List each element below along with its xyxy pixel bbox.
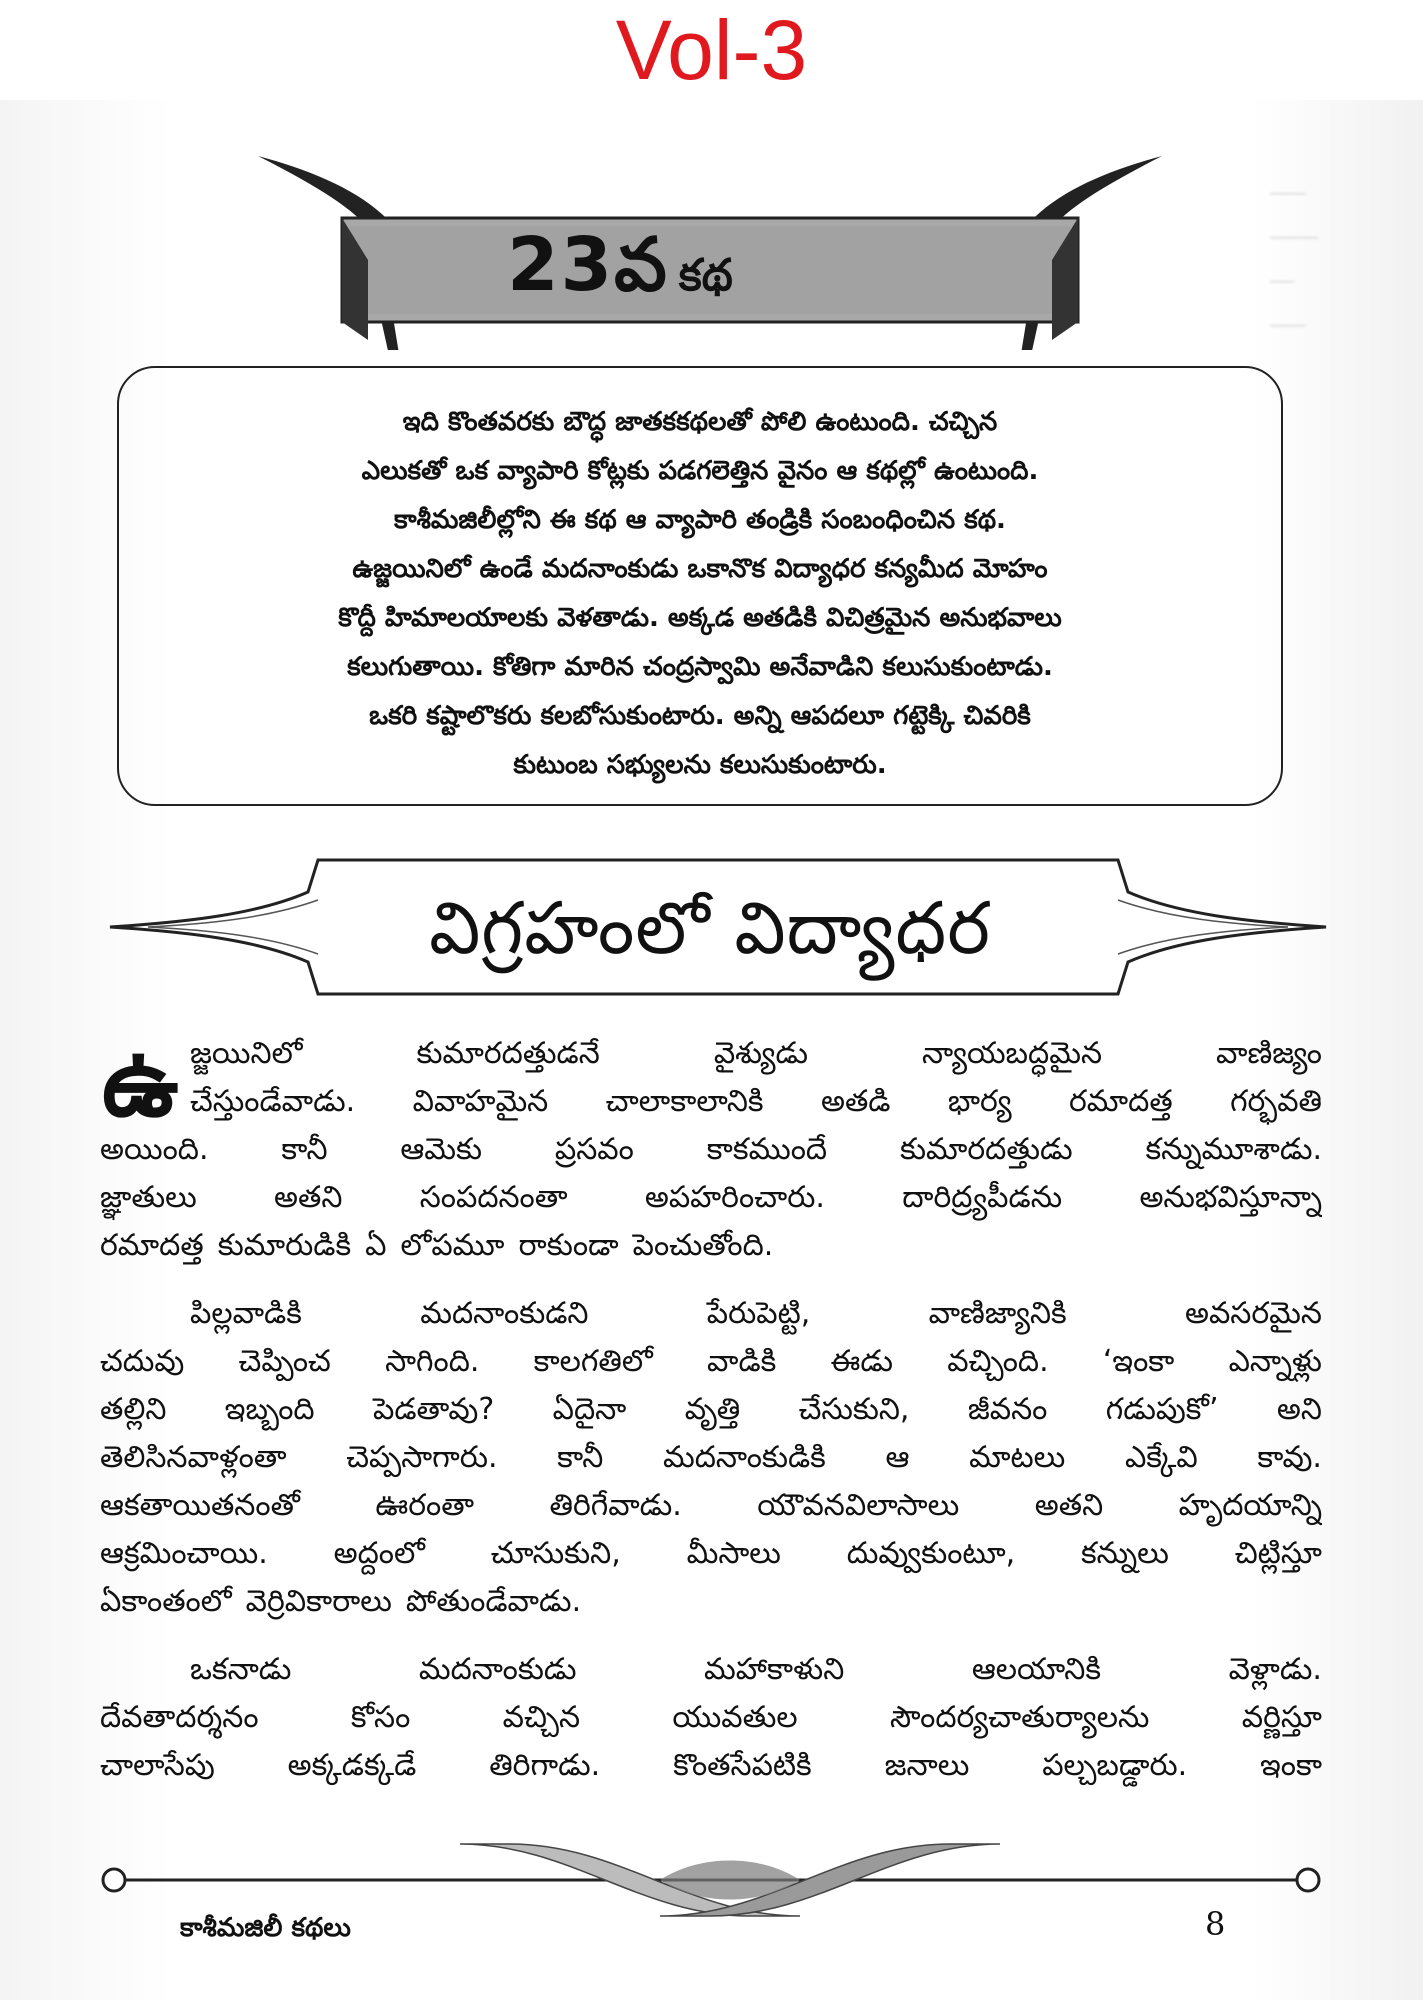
- text-line: [100, 1222, 1322, 1270]
- word: కన్నులు: [1081, 1536, 1169, 1571]
- summary-line: కొద్దీ హిమాలయాలకు వెళతాడు. అక్కడ అతడికి విచిత్రమైన అనుభవాలు: [338, 603, 1062, 633]
- word: తిరిగేవాడు.: [549, 1488, 682, 1523]
- word: కొంతసేపటికి: [673, 1748, 812, 1783]
- word: కుమారదత్తుడనే: [416, 1036, 600, 1071]
- story-title: విగ్రహంలో విద్యాధర: [429, 886, 991, 970]
- word: ఏ: [365, 1228, 387, 1263]
- volume-label: Vol-3: [615, 3, 808, 97]
- summary-line: కాశీమజిలీల్లోని ఈ కథ ఆ వ్యాపారి తండ్రికి సంబంధించిన కథ.: [394, 505, 1006, 535]
- word: కావు.: [1257, 1440, 1322, 1475]
- summary-line: కలుగుతాయి. కోతిగా మారిన చంద్రస్వామి అనేవాడిని కలుసుకుంటాడు.: [347, 652, 1053, 682]
- word: మాటలు: [969, 1440, 1066, 1475]
- word: పల్చబడ్డారు.: [1042, 1748, 1188, 1783]
- footer-book-title: కాశీమజిలీ కథలు: [180, 1913, 351, 1943]
- word: ప్రసవం: [554, 1132, 634, 1167]
- text-line: [100, 1742, 1322, 1790]
- word: వచ్చిన: [502, 1700, 581, 1735]
- word: జనాలు: [884, 1748, 970, 1783]
- text-line: [100, 1030, 1322, 1078]
- word: ఏకాంతంలో: [100, 1584, 232, 1619]
- word: ఆలయానికి: [971, 1652, 1102, 1687]
- text-line: [100, 1530, 1322, 1578]
- word: గర్భవతి: [1230, 1084, 1322, 1119]
- text-line: [100, 1694, 1322, 1742]
- word: వాడికి: [707, 1344, 777, 1379]
- text-line: [100, 1174, 1322, 1222]
- text-line: [100, 1646, 1322, 1694]
- word: యౌవనవిలాసాలు: [757, 1488, 960, 1523]
- word: లోపమూ: [400, 1228, 505, 1263]
- word: వృత్తి: [684, 1392, 741, 1427]
- story-number: 23వ: [507, 222, 669, 308]
- word: అని: [1276, 1392, 1322, 1427]
- word: వెళ్లాడు.: [1228, 1652, 1322, 1687]
- word: సౌందర్యచాతుర్యాలను: [889, 1700, 1150, 1735]
- word: చెప్పసాగారు.: [346, 1440, 498, 1475]
- word: కానీ: [557, 1440, 604, 1475]
- word: దారిద్ర్యపీడను: [902, 1180, 1063, 1215]
- word: ‘ఇంకా: [1102, 1344, 1175, 1379]
- paragraph-1: [100, 1026, 1322, 1270]
- word: అతని: [274, 1180, 343, 1215]
- summary-line: ఉజ్జయినిలో ఉండే మదనాంకుడు ఒకానొక విద్యాధర కన్యమీద మోహం: [352, 554, 1048, 584]
- word: వాణిజ్యానికి: [928, 1296, 1067, 1331]
- story-summary-box: [117, 366, 1283, 806]
- summary-line: ఒకరి కష్టాలొకరు కలబోసుకుంటారు. అన్ని ఆపదలూ గట్టెక్కి చివరికి: [369, 701, 1031, 731]
- summary-line: కుటుంబ సభ్యులను కలుసుకుంటారు.: [513, 750, 887, 780]
- text-line: [100, 1434, 1322, 1482]
- word: దువ్వుకుంటూ,: [846, 1536, 1016, 1571]
- word: తిరిగాడు.: [489, 1748, 601, 1783]
- word: అక్కడక్కడే: [287, 1748, 417, 1783]
- paragraph-2: [100, 1290, 1322, 1626]
- word: దేవతాదర్శనం: [100, 1700, 259, 1735]
- word: వైశ్యుడు: [713, 1036, 809, 1071]
- word: ఇబ్బంది: [224, 1392, 315, 1427]
- word: చాలాకాలానికి: [605, 1084, 764, 1119]
- word: హృదయాన్ని: [1178, 1488, 1322, 1523]
- page-number: 8: [1205, 1905, 1226, 1943]
- text-line: [100, 1386, 1322, 1434]
- summary-line: ఇది కొంతవరకు బౌద్ధ జాతకకథలతో పోలి ఉంటుంది. చచ్చిన: [402, 407, 998, 437]
- story-number-heading: [340, 215, 900, 315]
- word: కాలగతిలో: [533, 1344, 653, 1379]
- word: జీవనం: [967, 1392, 1048, 1427]
- word: చదువు: [100, 1344, 185, 1379]
- word: భార్య: [947, 1084, 1012, 1119]
- word: గడుపుకో’: [1105, 1392, 1219, 1427]
- word: మహాకాళుని: [704, 1652, 845, 1687]
- word: అద్దంలో: [333, 1536, 425, 1571]
- word: కన్నుమూశాడు.: [1145, 1132, 1322, 1167]
- word: చాలాసేపు: [100, 1748, 215, 1783]
- story-number-word: కథ: [678, 250, 733, 301]
- word: ఆమెకు: [400, 1132, 483, 1167]
- word: రమాదత్త: [1068, 1084, 1173, 1119]
- word: ఎన్నాళ్లు: [1228, 1344, 1322, 1379]
- word: చూసుకుని,: [490, 1536, 621, 1571]
- word: రమాదత్త: [100, 1228, 204, 1263]
- word: ఇంకా: [1260, 1748, 1322, 1783]
- word: తెలిసినవాళ్లంతా: [100, 1440, 287, 1475]
- word: అనుభవిస్తూన్నా: [1139, 1180, 1322, 1215]
- word: చిట్లిస్తూ: [1234, 1536, 1322, 1571]
- word: వర్ణిస్తూ: [1241, 1700, 1322, 1735]
- word: జ్జయినిలో: [190, 1036, 303, 1071]
- paragraph-3: [100, 1646, 1322, 1790]
- word: ఎక్కేవి: [1124, 1440, 1198, 1475]
- word: కానీ: [281, 1132, 328, 1167]
- word: ఆ: [885, 1440, 910, 1475]
- word: అతడి: [820, 1084, 891, 1119]
- word: జ్ఞాతులు: [100, 1180, 197, 1215]
- drop-cap-letter: ఉ: [102, 1026, 179, 1138]
- word: పోతుండేవాడు.: [405, 1584, 582, 1619]
- word: ఈడు: [830, 1344, 893, 1379]
- word: సంపదనంతా: [419, 1180, 568, 1215]
- word: కోసం: [350, 1700, 411, 1735]
- word: మదనాంకుడు: [418, 1652, 577, 1687]
- word: చేసుకుని,: [798, 1392, 910, 1427]
- text-line: [100, 1126, 1322, 1174]
- word: చేస్తుండేవాడు.: [190, 1084, 356, 1119]
- word: కుమారుడికి: [217, 1228, 352, 1263]
- word: ఊరంతా: [375, 1488, 474, 1523]
- word: అపహరించారు.: [644, 1180, 825, 1215]
- word: న్యాయబద్ధమైన: [922, 1036, 1103, 1071]
- word: మదనాంకుడికి: [662, 1440, 826, 1475]
- word: వచ్చింది.: [947, 1344, 1049, 1379]
- summary-line: ఎలుకతో ఒక వ్యాపారి కోట్లకు పడగలెత్తిన వైనం ఆ కథల్లో ఉంటుంది.: [361, 456, 1039, 486]
- word: కుమారదత్తుడు: [899, 1132, 1073, 1167]
- word: చెప్పించ: [238, 1344, 331, 1379]
- word: అయింది.: [100, 1132, 209, 1167]
- word: రాకుండా: [518, 1228, 619, 1263]
- word: పేరుపెట్టి,: [706, 1296, 811, 1331]
- word: వెర్రివికారాలు: [245, 1584, 392, 1619]
- word: అతని: [1034, 1488, 1104, 1523]
- word: ఆక్రమించాయి.: [100, 1536, 268, 1571]
- text-line: [100, 1290, 1322, 1338]
- word: యువతుల: [672, 1700, 798, 1735]
- text-line: [100, 1078, 1322, 1126]
- bleed-through-text: ⎯⎯⎯ ⎯⎯⎯⎯ ⎯⎯ ⎯⎯⎯: [1270, 178, 1318, 338]
- word: ఆకతాయితనంతో: [100, 1488, 300, 1523]
- word: పిల్లవాడికి: [190, 1296, 302, 1331]
- word: తల్లిని: [100, 1392, 167, 1427]
- word: సాగింది.: [385, 1344, 480, 1379]
- word: ఏదైనా: [552, 1392, 627, 1427]
- text-line: [100, 1338, 1322, 1386]
- word: మదనాంకుడని: [420, 1296, 589, 1331]
- word: వాణిజ్యం: [1216, 1036, 1322, 1071]
- word: పెడతావు?: [373, 1392, 495, 1427]
- word: పెంచుతోంది.: [632, 1228, 774, 1263]
- word: అవసరమైన: [1184, 1296, 1322, 1331]
- text-line: [100, 1482, 1322, 1530]
- word: మీసాలు: [686, 1536, 781, 1571]
- word: కాకముందే: [706, 1132, 828, 1167]
- word: ఒకనాడు: [190, 1652, 292, 1687]
- word: వివాహమైన: [412, 1084, 549, 1119]
- text-line: [100, 1578, 1322, 1626]
- story-body: [100, 1026, 1322, 1810]
